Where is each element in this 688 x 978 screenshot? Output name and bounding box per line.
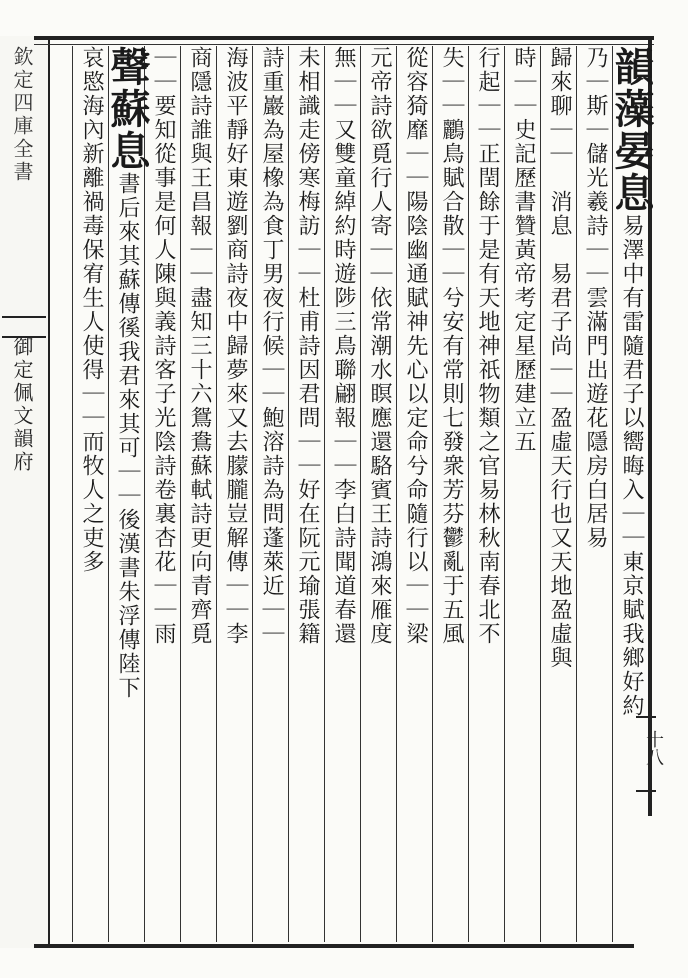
text-column xyxy=(180,46,217,942)
column-body: 海波平靜好東遊劉商詩夜中歸夢來又去朦朧豈解傳｜｜李 xyxy=(223,46,248,646)
text-column xyxy=(288,46,325,942)
column-body: 行起｜｜正閏餘于是有天地神祇物類之官易林秋南春北不 xyxy=(475,46,500,646)
column-body: 元帝詩欲覓行人寄｜｜依常潮水瞑應還駱賓王詩鴻來雁度 xyxy=(367,46,392,646)
frame-bottom-border xyxy=(34,944,634,948)
column-text xyxy=(145,46,181,942)
column-body: 從容猗靡｜｜陽陰幽通賦神先心以定命兮命隨行以｜｜梁 xyxy=(403,46,428,646)
column-text xyxy=(469,46,505,942)
text-column xyxy=(216,46,253,942)
text-column xyxy=(468,46,505,942)
text-column xyxy=(104,46,151,942)
column-text xyxy=(361,46,397,942)
entry-heading: 韻藻晏息 xyxy=(608,46,655,214)
column-body: 易澤中有雷隨君子以嚮晦入｜｜東京賦我鄉好約 xyxy=(619,214,644,718)
column-text xyxy=(253,46,289,942)
column-text xyxy=(289,46,325,942)
column-text xyxy=(73,46,109,942)
column-text xyxy=(541,46,577,942)
column-body: 失｜｜鸝鳥賦合散｜｜兮安有常則七發衆芳芬鬱亂于五風 xyxy=(439,46,464,646)
column-body: 書后來其蘇傳徯我君來其可｜｜後漢書朱浮傳陸下 xyxy=(115,172,140,700)
margin-book-title: 御定佩文韻府 xyxy=(10,336,34,474)
column-text xyxy=(577,46,613,942)
column-text xyxy=(325,46,361,942)
text-column xyxy=(540,46,577,942)
text-column xyxy=(144,46,181,942)
text-column xyxy=(576,46,613,942)
margin-title: 欽定四庫全書 xyxy=(10,46,34,184)
text-column xyxy=(252,46,289,942)
column-body: 詩重巖為屋橡為食丁男夜行候｜｜鮑溶詩為問蓬萊近｜｜ xyxy=(259,46,284,646)
column-body: 乃｜斯｜儲光羲詩｜｜雲滿門出遊花隱房白居易 xyxy=(583,46,608,550)
frame-top-border xyxy=(34,36,654,40)
column-body: ｜｜要知從事是何人陳與義詩客子光陰詩卷裏杏花｜｜雨 xyxy=(151,46,176,646)
column-text xyxy=(104,46,151,942)
column-text xyxy=(505,46,541,942)
column-text xyxy=(397,46,433,942)
column-body: 商隱詩誰與王昌報｜｜盡知三十六鴛鴦蘇軾詩更向青齊覓 xyxy=(187,46,212,646)
column-body: 時｜｜史記歷書贊黃帝考定星歷建立五 xyxy=(511,46,536,454)
column-text xyxy=(433,46,469,942)
column-body: 哀愍海內新離禍毒保宥生人使得｜｜而牧人之吏多 xyxy=(79,46,104,574)
entry-heading: 聲蘇息 xyxy=(104,46,151,172)
margin-strip xyxy=(0,36,50,948)
column-body: 歸來聊｜｜ 消息 易君子尚｜｜盈虛天行也又天地盈虛與 xyxy=(547,46,572,670)
page-number: 十八 xyxy=(643,730,664,766)
column-text xyxy=(181,46,217,942)
text-column xyxy=(432,46,469,942)
text-column xyxy=(504,46,541,942)
column-text xyxy=(217,46,253,942)
text-column xyxy=(396,46,433,942)
column-body: 無｜｜又雙童綽約時遊陟三鳥聯翩報｜｜李白詩聞道春還 xyxy=(331,46,356,646)
text-column xyxy=(324,46,361,942)
fish-tail-mark xyxy=(2,316,46,338)
frame-top-border-inner xyxy=(34,44,654,45)
text-column xyxy=(360,46,397,942)
column-body: 未相識走傍寒梅訪｜｜杜甫詩因君問｜｜好在阮元瑜張籍 xyxy=(295,46,320,646)
text-column xyxy=(72,46,109,942)
